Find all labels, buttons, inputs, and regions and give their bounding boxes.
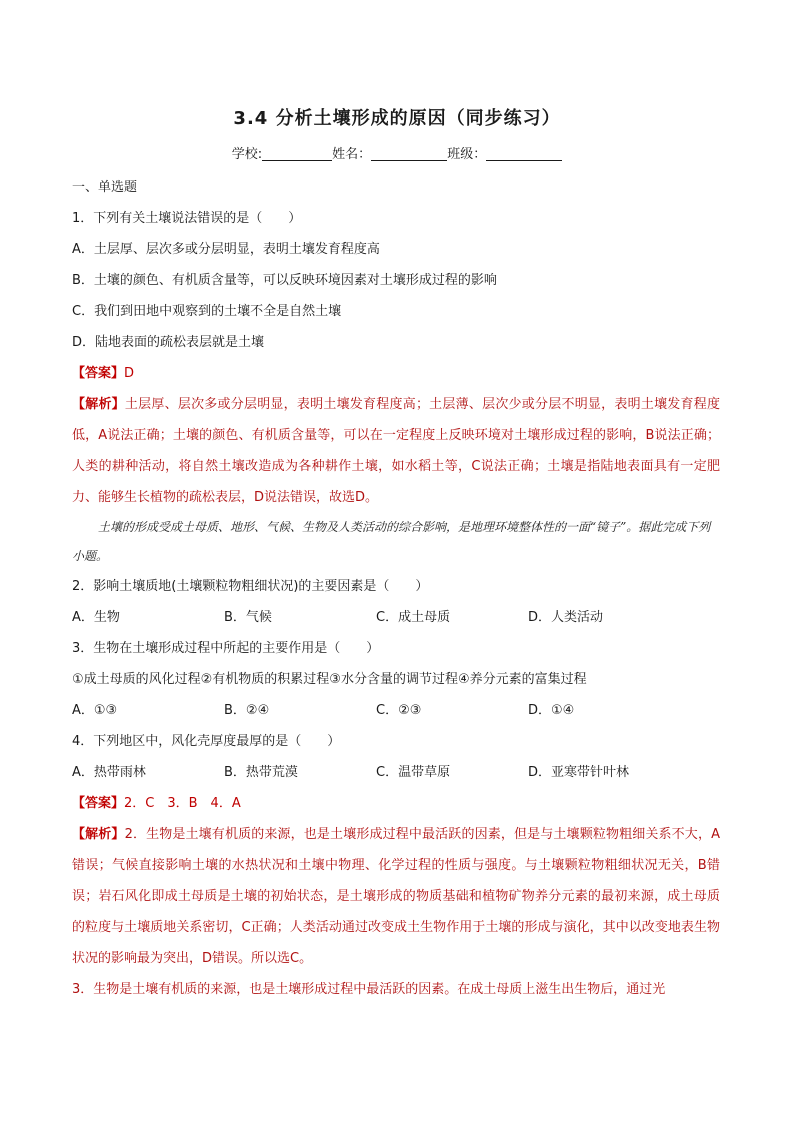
question-2-option-d: D．人类活动 [528, 610, 604, 625]
page-title: 3.4 分析土壤形成的原因（同步练习） [233, 108, 561, 129]
class-blank[interactable] [486, 146, 562, 161]
question-4-option-b: B．热带荒漠 [224, 765, 298, 780]
question-3-statements: ①成土母质的风化过程②有机物质的积累过程③水分含量的调节过程④养分元素的富集过程 [72, 672, 587, 687]
answer-tag: 【答案】 [72, 366, 125, 381]
question-4-options [72, 757, 720, 788]
question-4-option-c: C．温带草原 [376, 765, 451, 780]
question-4-option-a: A．热带雨林 [72, 765, 146, 780]
question-3-option-b: B．②④ [224, 703, 270, 718]
question-4-option-d: D．亚寒带针叶林 [528, 765, 630, 780]
group-analysis-q3: 3．生物是土壤有机质的来源，也是土壤形成过程中最活跃的因素。在成土母质上滋生出生物后，通过光 [72, 982, 666, 997]
group-analysis-q2-text: 2．生物是土壤有机质的来源，也是土壤形成过程中最活跃的因素，但是与土壤颗粒物粗细关系不大，A错误；气候直接影响土壤的水热状况和土壤中物理、化学过程的性质与强度。与土壤颗粒物粗细状况无关，B错误；岩石风化即成土母质是土壤的初始状态，是土壤形成的物质基础和植物矿物养分元素的最初来源，成土母质的粒度与土壤质地关系密切，C正确；人类活动通过改变成土生物作用于土壤的形成与演化，其中以改变地表生物状况的影响最为突出，D错误。所以选C。 [72, 827, 720, 966]
reading-passage: 土壤的形成受成土母质、地形、气候、生物及人类活动的综合影响，是地理环境整体性的一面“镜子”。据此完成下列小题。 [72, 520, 711, 563]
question-2-stem: 2．影响土壤质地(土壤颗粒物粗细状况)的主要因素是（ ） [72, 579, 429, 594]
question-1-option-d: D．陆地表面的疏松表层就是土壤 [72, 335, 265, 350]
content [72, 172, 720, 1005]
group-answer-tag: 【答案】 [72, 796, 125, 811]
group-analysis-tag: 【解析】 [72, 827, 125, 842]
question-1-answer [72, 358, 720, 389]
group-answer-text: 2．C 3．B 4．A [124, 796, 241, 811]
question-1-option-a: A．土层厚、层次多或分层明显，表明土壤发育程度高 [72, 242, 380, 257]
section-heading: 一、单选题 [72, 180, 138, 195]
name-label: 姓名： [332, 147, 372, 162]
question-3-option-d: D．①④ [528, 703, 575, 718]
question-3-options [72, 695, 720, 726]
question-2-options [72, 602, 720, 633]
analysis-text: 土层厚、层次多或分层明显，表明土壤发育程度高；土层薄、层次少或分层不明显，表明土壤发育程度低，A说法正确；土壤的颜色、有机质含量等，可以在一定程度上反映环境对土壤形成过程的影响，B说法正确；人类的耕种活动，将自然土壤改造成为各种耕作土壤，如水稻土等，C说法正确；土壤是指陆地表面具有一定肥力、能够生长植物的疏松表层，D说法错误，故选D。 [72, 397, 720, 505]
question-2-option-c: C．成土母质 [376, 610, 451, 625]
question-3-option-c: C．②③ [376, 703, 422, 718]
school-blank[interactable] [262, 146, 332, 161]
analysis-tag: 【解析】 [72, 397, 125, 412]
name-blank[interactable] [371, 146, 447, 161]
student-info-line [0, 143, 794, 162]
group-answer [72, 788, 720, 819]
group-analysis-q2 [72, 819, 720, 974]
question-2-option-b: B．气候 [224, 610, 272, 625]
answer-value: D [124, 366, 135, 381]
question-3-stem: 3．生物在土壤形成过程中所起的主要作用是（ ） [72, 641, 380, 656]
class-label: 班级： [447, 147, 487, 162]
question-1-stem: 1．下列有关土壤说法错误的是（ ） [72, 211, 302, 226]
question-2-option-a: A．生物 [72, 610, 120, 625]
school-label: 学校: [231, 147, 263, 162]
question-4-stem: 4．下列地区中，风化壳厚度最厚的是（ ） [72, 734, 341, 749]
question-3-option-a: A．①③ [72, 703, 118, 718]
question-1-option-c: C．我们到田地中观察到的土壤不全是自然土壤 [72, 304, 342, 319]
question-1-analysis [72, 389, 720, 513]
question-1-option-b: B．土壤的颜色、有机质含量等，可以反映环境因素对土壤形成过程的影响 [72, 273, 497, 288]
